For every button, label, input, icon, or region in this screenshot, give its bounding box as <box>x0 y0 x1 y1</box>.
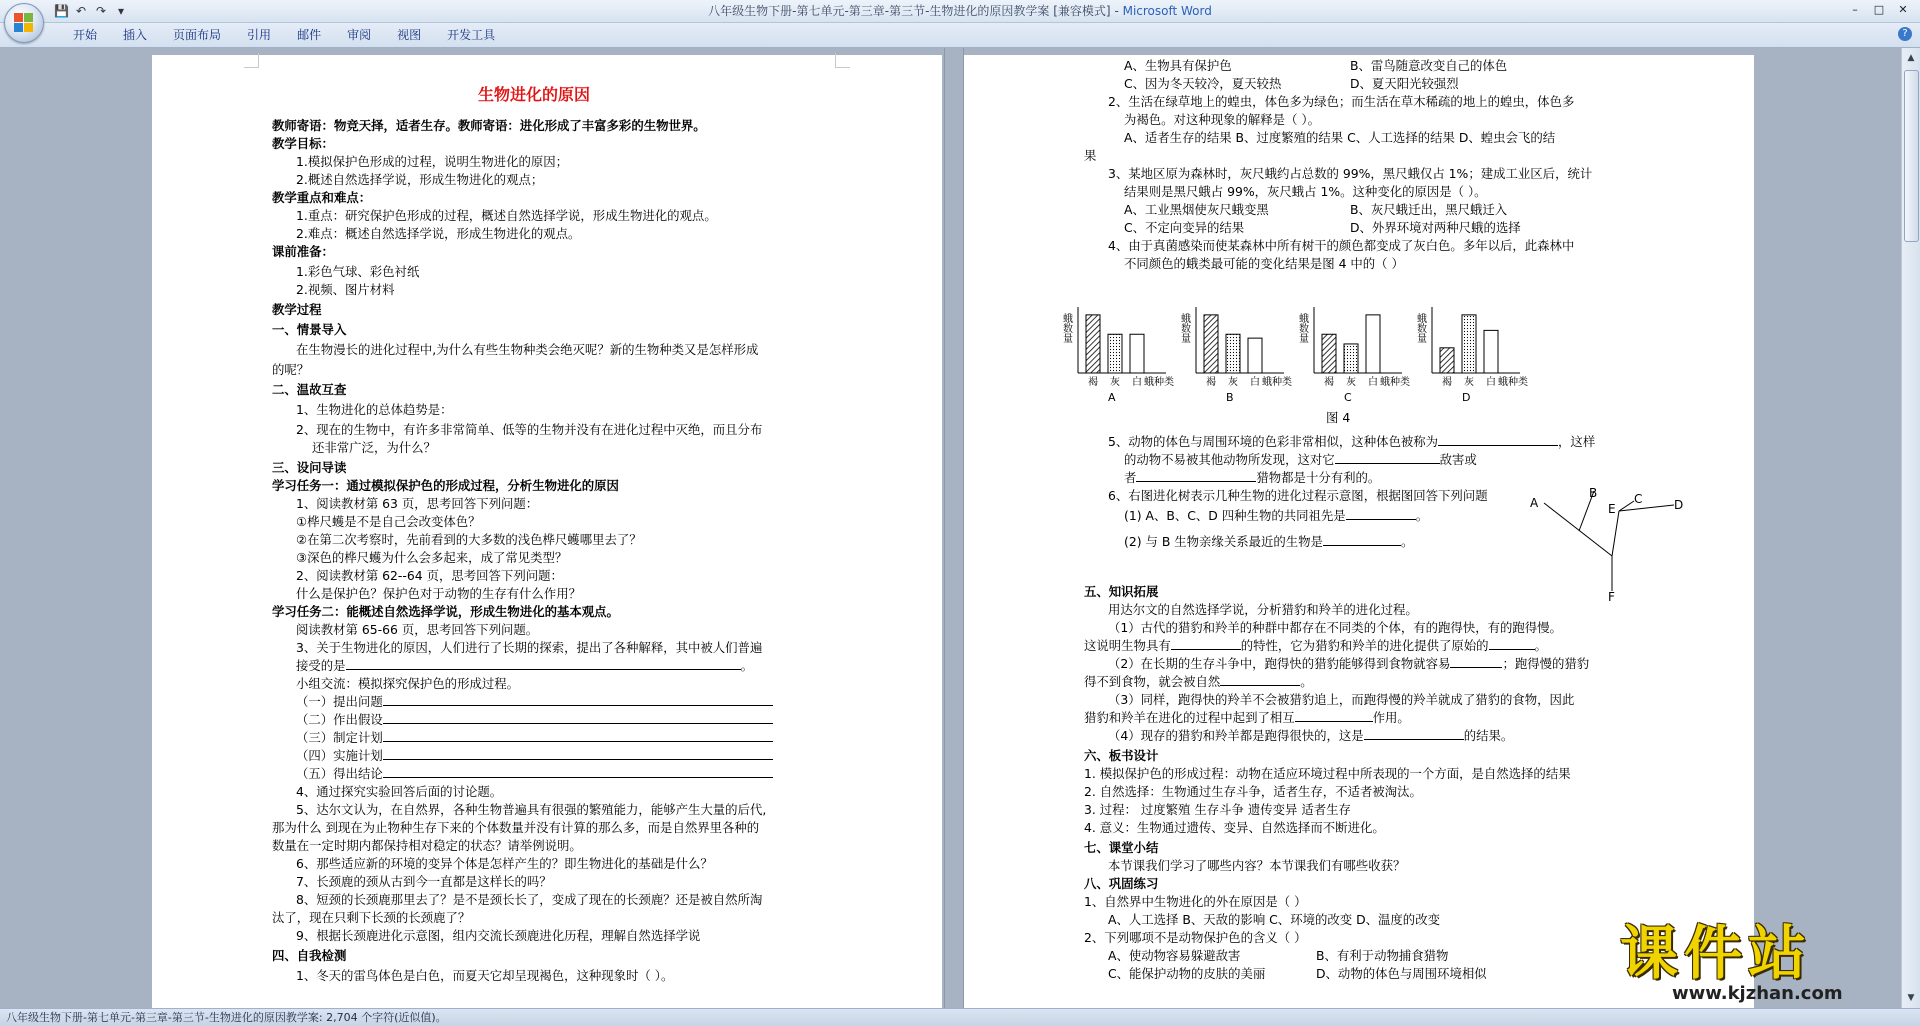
chart-panel-label: B <box>1226 391 1234 404</box>
text-line <box>1084 709 1410 727</box>
option-c: C、不定向变异的结果 <box>1124 220 1245 235</box>
tab-home[interactable]: 开始 <box>73 28 98 42</box>
option-a: A、工业黑烟使灰尺蛾变黑 <box>1124 202 1269 217</box>
text-line: 3、关于生物进化的原因，人们进行了长期的探索，提出了各种解释，其中被人们普遍 <box>296 640 763 655</box>
text-fragment: 敌害或 <box>1439 452 1477 467</box>
chart-bar-b-2 <box>1248 338 1262 373</box>
vertical-scrollbar[interactable] <box>1901 48 1920 1008</box>
status-text: 八年级生物下册-第七单元-第三章-第三节-生物进化的原因教学案: 2,704 个字符(近似值)。 <box>6 1011 447 1024</box>
text-fragment: 猎物都是十分有利的。 <box>1256 470 1381 485</box>
chart-category-label: 褐 <box>1324 377 1334 388</box>
chart-y-label: 蛾数量 <box>1296 313 1308 343</box>
chart-x-label: 蛾种类 <box>1380 377 1410 388</box>
text-line: 1、阅读教材第 63 页，思考回答下列问题： <box>296 496 539 511</box>
chart-category-label: 灰 <box>1110 377 1120 388</box>
text-line: 6、那些适应新的环境的变异个体是怎样产生的？即生物进化的基础是什么？ <box>296 856 713 871</box>
text-line: 9、根据长颈鹿进化示意图，组内交流长颈鹿进化历程，理解自然选择学说 <box>296 928 701 943</box>
text-line <box>1124 469 1380 487</box>
text-line: 得不到食物，就会被自然 。 <box>1084 674 1313 689</box>
text-fragment: 猎豹和羚羊在进化的过程中起到了相互 <box>1084 710 1295 725</box>
text-line: 用达尔文的自然选择学说，分析猎豹和羚羊的进化过程。 <box>1108 602 1418 617</box>
heading: 五、知识拓展 <box>1084 584 1159 599</box>
text-line: 2.概述自然选择学说，形成生物进化的观点； <box>296 172 544 187</box>
text-line: 的呢？ <box>272 362 310 377</box>
chart-y-label: 蛾数量 <box>1414 313 1426 343</box>
text-fragment: （三）制定计划 <box>296 730 383 745</box>
text-line: 这说明生物具有 的特性，它为猎豹和羚羊的进化提供了原始的 。 <box>1084 638 1547 653</box>
chart-x-label: 蛾种类 <box>1144 377 1174 388</box>
text-line: 1、自然界中生物进化的外在原因是（ ） <box>1084 894 1307 909</box>
chart-category-label: 白 <box>1250 377 1260 388</box>
chart-category-label: 褐 <box>1442 377 1452 388</box>
chart-bar-a-0 <box>1086 315 1100 373</box>
option-b: B、有利于动物捕食猎物 <box>1316 948 1449 963</box>
watermark-title: 课件站 <box>1620 919 1813 987</box>
blank-line <box>1220 673 1300 686</box>
scroll-up-icon[interactable]: ▲ <box>1907 53 1915 63</box>
chart-category-label: 灰 <box>1346 377 1356 388</box>
chart-panel-label: D <box>1462 391 1471 404</box>
chart-bar-c-0 <box>1322 334 1336 373</box>
margin-mark <box>244 53 259 68</box>
text-fragment: 的特性，它为猎豹和羚羊的进化提供了原始的 <box>1240 638 1489 653</box>
title-bar <box>0 0 1920 23</box>
chart-bar-a-1 <box>1108 334 1122 373</box>
save-icon[interactable]: 💾 <box>54 4 69 18</box>
blank-line <box>1438 433 1558 446</box>
blank-line <box>1335 451 1440 464</box>
blank-line <box>1489 637 1535 650</box>
text-line <box>1108 727 1513 745</box>
heading: 七、课堂小结 <box>1084 840 1159 855</box>
text-fragment: (1) A、B、C、D 四种生物的共同祖先是 <box>1124 508 1346 523</box>
text-line: A、人工选择 B、天敌的影响 C、环境的改变 D、温度的改变 <box>1108 912 1440 927</box>
blank-line <box>383 693 773 706</box>
window-controls <box>1844 2 1914 18</box>
text-line: 2、下列哪项不是动物保护色的含义（ ） <box>1084 930 1307 945</box>
text-line <box>1124 451 1477 469</box>
office-logo-icon <box>14 13 34 33</box>
blank-line <box>383 729 773 742</box>
text-line <box>296 747 773 765</box>
blank-line <box>1295 709 1373 722</box>
text-line: 那为什么 到现在为止物种生存下来的个体数量并没有计算的那么多，而是自然界里各种的 <box>272 820 760 835</box>
blank-line <box>1136 469 1256 482</box>
option-b: B、雷鸟随意改变自己的体色 <box>1350 58 1508 73</box>
ribbon-tabs <box>60 23 508 47</box>
tab-mailings[interactable]: 邮件 <box>297 28 322 42</box>
text-fragment: （二）作出假设 <box>296 712 383 727</box>
text-line: 4. 意义：生物通过遗传、变异、自然选择而不断进化。 <box>1084 820 1385 835</box>
text-line <box>296 711 773 729</box>
text-line: 2. 自然选择：生物通过生存斗争，适者生存，不适者被淘汰。 <box>1084 784 1422 799</box>
chart-category-label: 白 <box>1368 377 1378 388</box>
text-line: 1、冬天的雷鸟体色是白色，而夏天它却呈现褐色，这种现象时（ ）。 <box>296 968 674 983</box>
text-line: 接受的是 。 <box>296 658 753 673</box>
text-line: 2、阅读教材第 62--64 页，思考回答下列问题： <box>296 568 563 583</box>
heading: 八、巩固练习 <box>1084 876 1159 891</box>
tree-label-d: D <box>1674 498 1684 512</box>
close-icon[interactable]: ✕ <box>1898 3 1908 16</box>
text-line: 3、某地区原为森林时，灰尺蛾约占总数的 99%，黑尺蛾仅占 1%；建成工业区后，统计 <box>1108 166 1593 181</box>
tree-label-c: C <box>1634 492 1643 506</box>
chart-x-label: 蛾种类 <box>1262 377 1292 388</box>
tab-insert[interactable]: 插入 <box>123 28 148 42</box>
blank-line <box>1364 727 1464 740</box>
text-fragment: （四）实施计划 <box>296 748 383 763</box>
text-line: 本节课我们学习了哪些内容？本节课我们有哪些收获？ <box>1108 858 1406 873</box>
text-line: 汰了，现在只剩下长颈的长颈鹿了？ <box>272 910 471 925</box>
chart-y-label: 蛾数量 <box>1178 313 1190 343</box>
figure-caption: 图 4 <box>1326 410 1351 425</box>
text-fragment: 者 <box>1124 470 1137 485</box>
text-line: 6、右图进化树表示几种生物的进化过程示意图，根据图回答下列问题 <box>1108 488 1488 503</box>
scroll-down-icon[interactable]: ▼ <box>1907 993 1915 1003</box>
document-page-2[interactable] <box>964 55 1754 1008</box>
document-name: 八年级生物下册-第七单元-第三章-第三节-生物进化的原因教学案 [兼容模式] <box>708 4 1111 18</box>
help-icon[interactable]: ? <box>1898 27 1912 41</box>
text-fragment: 的结果。 <box>1463 728 1514 743</box>
blank-line <box>1346 507 1416 520</box>
heading: 课前准备： <box>272 244 334 259</box>
blank-line <box>1323 533 1401 546</box>
chart-category-label: 白 <box>1132 377 1142 388</box>
blank-line <box>1171 637 1241 650</box>
window-title <box>0 0 1920 22</box>
heading: 六、板书设计 <box>1084 748 1159 763</box>
text-line: 3. 过程： 过度繁殖 生存斗争 遗传变异 适者生存 <box>1084 802 1351 817</box>
option-d: D、外界环境对两种尺蛾的选择 <box>1350 220 1521 235</box>
text-line: 教师寄语：物竞天择，适者生存。教师寄语：进化形成了丰富多彩的生物世界。 <box>272 118 706 133</box>
text-fragment: 这说明生物具有 <box>1084 638 1171 653</box>
heading: 四、自我检测 <box>272 948 347 963</box>
chart-bar-c-2 <box>1366 315 1380 373</box>
text-fragment: 5、动物的体色与周围环境的色彩非常相似，这种体色被称为 <box>1108 434 1439 449</box>
chart-category-label: 白 <box>1486 377 1496 388</box>
tab-review[interactable]: 审阅 <box>347 28 372 42</box>
chart-panel-label: C <box>1344 391 1352 404</box>
heading: 二、温故互查 <box>272 382 347 397</box>
app-name: Microsoft Word <box>1122 4 1212 18</box>
text-line: （3）同样，跑得快的羚羊不会被猎豹追上，而跑得慢的羚羊就成了猎豹的食物，因此 <box>1108 692 1575 707</box>
minimize-icon[interactable]: – <box>1852 3 1858 16</box>
text-line: (1) A、B、C、D 四种生物的共同祖先是 。 <box>1124 508 1429 523</box>
text-line: 为褐色。对这种现象的解释是（ ）。 <box>1124 112 1320 127</box>
text-line: 1.模拟保护色形成的过程，说明生物进化的原因； <box>296 154 569 169</box>
chart-bar-b-1 <box>1226 334 1240 373</box>
heading: 三、设问导读 <box>272 460 347 475</box>
text-line: ③深色的桦尺蠖为什么会多起来，成了常见类型？ <box>296 550 568 565</box>
text-line: 1.彩色气球、彩色衬纸 <box>296 264 420 279</box>
blank-line <box>1450 655 1502 668</box>
text-line <box>1108 655 1589 673</box>
text-line: ②在第二次考察时，先前看到的大多数的浅色桦尺蠖哪里去了？ <box>296 532 642 547</box>
option-d: D、动物的体色与周围环境相似 <box>1316 966 1487 981</box>
option-a: A、生物具有保护色 <box>1124 58 1232 73</box>
status-bar <box>0 1008 1920 1026</box>
heading: 教学过程 <box>272 302 322 317</box>
text-line: 2.视频、图片材料 <box>296 282 395 297</box>
text-fragment: （一）提出问题 <box>296 694 383 709</box>
text-line: A、适者生存的结果 B、过度繁殖的结果 C、人工选择的结果 D、蝗虫会飞的结 <box>1124 130 1556 145</box>
title-separator: - <box>1110 4 1123 18</box>
text-line: 2.难点：概述自然选择学说，形成生物进化的观点。 <box>296 226 581 241</box>
blank-line <box>383 711 773 724</box>
text-line: 7、长颈鹿的颈从古到今一直都是这样长的吗？ <box>296 874 552 889</box>
undo-icon[interactable]: ↶ <box>75 4 87 18</box>
chart-category-label: 灰 <box>1228 377 1238 388</box>
text-fragment: 接受的是 <box>296 658 346 673</box>
blank-line <box>383 747 773 760</box>
margin-mark <box>835 53 850 68</box>
option-a: A、使动物容易躲避敌害 <box>1108 948 1241 963</box>
page-gap <box>944 48 964 1008</box>
text-line <box>296 693 773 711</box>
chart-bar-d-0 <box>1440 348 1454 373</box>
option-c: C、因为冬天较冷，夏天较热 <box>1124 76 1282 91</box>
text-line: 在生物漫长的进化过程中,为什么有些生物种类会绝灭呢？新的生物种类又是怎样形成 <box>296 342 759 357</box>
text-fragment: （2）在长期的生存斗争中，跑得快的猎豹能够得到食物就容易 <box>1108 656 1451 671</box>
text-line <box>1108 433 1595 451</box>
text-line <box>296 729 773 747</box>
redo-icon[interactable]: ↷ <box>95 4 107 18</box>
text-line: (2) 与 B 生物亲缘关系最近的生物是 。 <box>1124 534 1414 549</box>
text-line: 1. 模拟保护色的形成过程：动物在适应环境过程中所表现的一个方面，是自然选择的结果 <box>1084 766 1571 781</box>
tab-developer[interactable]: 开发工具 <box>447 28 496 42</box>
option-c: C、能保护动物的皮肤的美丽 <box>1108 966 1266 981</box>
text-line: 2、现在的生物中，有许多非常简单、低等的生物并没有在进化过程中灭绝，而且分布 <box>296 422 763 437</box>
tree-label-a: A <box>1530 496 1539 510</box>
text-fragment: ，这样 <box>1558 434 1596 449</box>
text-line: 小组交流：模拟探究保护色的形成过程。 <box>296 676 520 691</box>
heading: 教学目标： <box>272 136 334 151</box>
text-line: 8、短颈的长颈鹿那里去了？是不是颈长长了，变成了现在的长颈鹿？还是被自然所淘 <box>296 892 763 907</box>
tree-label-f: F <box>1608 590 1615 604</box>
tab-page-layout[interactable]: 页面布局 <box>173 28 222 42</box>
chart-category-label: 褐 <box>1088 377 1098 388</box>
heading: 学习任务二：能概述自然选择学说，形成生物进化的基本观点。 <box>272 604 619 619</box>
chart-bar-d-2 <box>1484 330 1498 373</box>
text-line: 1.重点：研究保护色形成的过程，概述自然选择学说，形成生物进化的观点。 <box>296 208 717 223</box>
text-line: 4、由于真菌感染而使某森林中所有树干的颜色都变成了灰白色。多年以后，此森林中 <box>1108 238 1575 253</box>
text-line: （1）古代的猎豹和羚羊的种群中都存在不同类的个体，有的跑得快，有的跑得慢。 <box>1108 620 1562 635</box>
chart-category-label: 灰 <box>1464 377 1474 388</box>
document-title: 生物进化的原因 <box>478 85 591 104</box>
chart-bar-a-2 <box>1130 334 1144 373</box>
text-fragment: ；跑得慢的猎豹 <box>1502 656 1590 671</box>
tree-label-b: B <box>1589 486 1598 500</box>
text-line: 什么是保护色？保护色对于动物的生存有什么作用？ <box>296 586 581 601</box>
text-line: 2、生活在绿草地上的蝗虫，体色多为绿色；而生活在草木稀疏的地上的蝗虫，体色多 <box>1108 94 1575 109</box>
document-page-1[interactable] <box>152 55 942 1008</box>
chart-bar-d-1 <box>1462 315 1476 373</box>
text-line: 不同颜色的蛾类最可能的变化结果是图 4 中的（ ） <box>1124 256 1404 271</box>
tab-view[interactable]: 视图 <box>397 28 422 42</box>
text-line: 还非常广泛，为什么？ <box>312 440 436 455</box>
chart-bar-b-0 <box>1204 315 1218 373</box>
option-d: D、夏天阳光较强烈 <box>1350 76 1459 91</box>
heading: 教学重点和难点： <box>272 190 372 205</box>
office-button[interactable] <box>4 3 44 43</box>
heading: 一、情景导入 <box>272 322 347 337</box>
text-line: 1、生物进化的总体趋势是： <box>296 402 453 417</box>
tree-label-e: E <box>1608 502 1616 516</box>
option-b: B、灰尺蛾迁出，黑尺蛾迁入 <box>1350 202 1508 217</box>
text-line: 5、达尔文认为，在自然界，各种生物普遍具有很强的繁殖能力，能够产生大量的后代, <box>296 802 767 817</box>
text-fragment: (2) 与 B 生物亲缘关系最近的生物是 <box>1124 534 1323 549</box>
blank-line <box>346 657 741 670</box>
maximize-icon[interactable]: □ <box>1873 3 1885 16</box>
site-watermark <box>1620 919 1860 1004</box>
text-fragment: （4）现存的猎豹和羚羊都是跑得很快的，这是 <box>1108 728 1364 743</box>
text-line: 4、通过探究实验回答后面的讨论题。 <box>296 784 503 799</box>
text-line: ①桦尺蠖是不是自己会改变体色？ <box>296 514 481 529</box>
watermark-url: www.kjzhan.com <box>1672 983 1843 1004</box>
text-line: 果 <box>1084 148 1097 163</box>
scroll-thumb[interactable] <box>1904 70 1919 242</box>
text-line <box>296 765 773 783</box>
text-fragment: 得不到食物，就会被自然 <box>1084 674 1221 689</box>
text-fragment: 的动物不易被其他动物所发现，这对它 <box>1124 452 1335 467</box>
evolution-tree-diagram <box>1524 486 1724 604</box>
chart-category-label: 褐 <box>1206 377 1216 388</box>
chart-bar-c-1 <box>1344 344 1358 373</box>
text-line: 数量在一定时期内都保持相对稳定的状态？请举例说明。 <box>272 838 582 853</box>
ribbon <box>0 23 1920 48</box>
chart-panel-label: A <box>1108 391 1116 404</box>
heading: 学习任务一：通过模拟保护色的形成过程，分析生物进化的原因 <box>272 478 619 493</box>
text-line: 阅读教材第 65-66 页，思考回答下列问题。 <box>296 622 539 637</box>
tab-references[interactable]: 引用 <box>247 28 272 42</box>
customize-toolbar-icon[interactable]: ▾ <box>117 4 125 18</box>
chart-y-label: 蛾数量 <box>1060 313 1072 343</box>
moth-bar-charts <box>1060 303 1544 405</box>
text-line: 结果则是黑尺蛾占 99%，灰尺蛾占 1%。这种变化的原因是（ ）。 <box>1124 184 1487 199</box>
blank-line <box>383 765 773 778</box>
text-fragment: （五）得出结论 <box>296 766 383 781</box>
text-fragment: 作用。 <box>1372 710 1410 725</box>
chart-x-label: 蛾种类 <box>1498 377 1528 388</box>
